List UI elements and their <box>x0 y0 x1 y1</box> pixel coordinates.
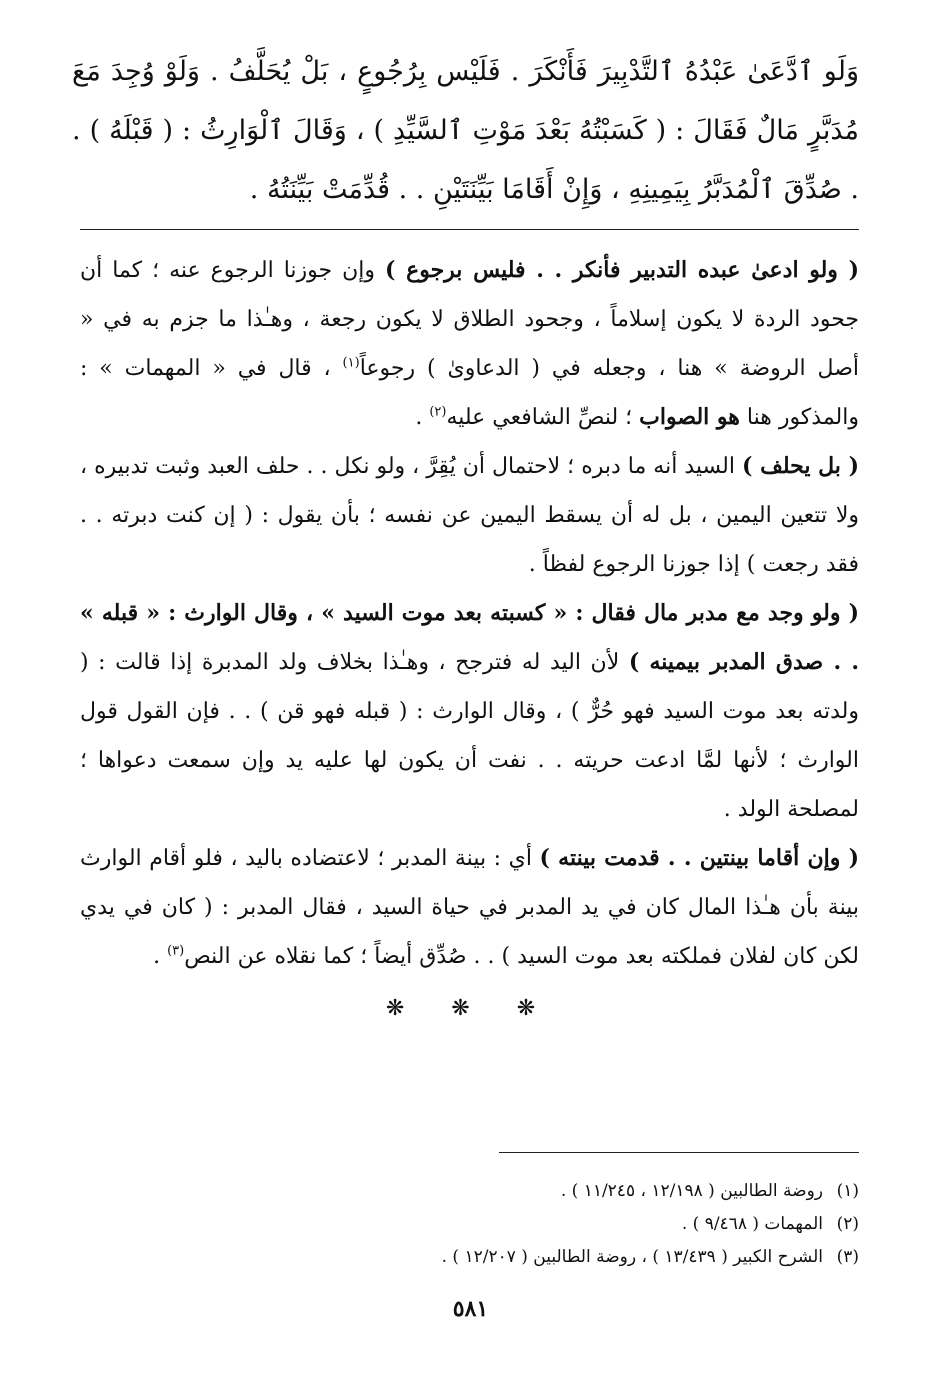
sharh-text-1c: ؛ لنصِّ الشافعي عليه <box>446 405 640 430</box>
footnote-number: (٢) <box>836 1214 859 1234</box>
sharh-lemma-2: ( بل يحلف ) <box>741 453 860 479</box>
sharh-text-3: لأن اليد له فترجح ، وهـٰذا بخلاف ولد المدبرة إذا قالت : ( ولدته بعد موت السيد فهو حُرٌّ ) ، وقال الوارث : ( قبله فهو قن ) . . فإن القول قول الوارث ؛ لأنها لمَّا ادعت حريته . . نفت أن يكون لها عليه يد وإن سمعت دعواها ؛ لمصلحة الولد . <box>80 650 859 822</box>
matn-separator-rule <box>80 229 859 230</box>
footnote-ref-2[interactable]: (٢) <box>429 404 447 420</box>
footnote-ref-3[interactable]: (٣) <box>167 943 185 959</box>
sharh-text-1b: ، قال في « المهمات » : والمذكور هنا <box>80 356 859 430</box>
footnote-separator-rule <box>499 1152 859 1153</box>
footnote-text: المهمات ( ٩/٤٦٨ ) . <box>681 1214 823 1234</box>
sharh-lemma-3: ( ولو وجد مع مدبر مال فقال : « كسبته بعد موت السيد » ، وقال الوارث : « قبله » . . صدق المدبر بيمينه ) <box>80 600 860 675</box>
footnote-number: (٣) <box>836 1247 859 1267</box>
footnote-ref-1[interactable]: (١) <box>342 355 360 371</box>
footnote-text: روضة الطالبين ( ١٢/١٩٨ ، ١١/٢٤٥ ) . <box>560 1181 823 1201</box>
footnote-number: (١) <box>836 1181 859 1201</box>
footnote-item <box>80 1208 859 1241</box>
footnote-item <box>80 1175 859 1208</box>
page-number: ٥٨١ <box>452 1296 489 1322</box>
sharh-paragraph-4 <box>80 834 859 981</box>
sharh-lemma-4: ( وإن أقاما بينتين . . قدمت بينته ) <box>539 845 859 871</box>
sharh-text-4a: أي : بينة المدبر ؛ لاعتضاده باليد ، فلو أقام الوارث بينة بأن هـٰذا المال كان في يد المدبر في حياة السيد ، فقال المدبر : ( كان في يدي لكن كان لفلان فملكته بعد موت السيد ) . . صُدِّق أيضاً ؛ كما نقلاه عن النص <box>80 846 859 969</box>
sharh-text-2: السيد أنه ما دبره ؛ لاحتمال أن يُقِرَّ ، ولو نكل . . حلف العبد وثبت تدبيره ، ولا تتعين اليمين ، بل له أن يسقط اليمين عن نفسه ؛ بأن يقول : ( إن كنت دبرته . . فقد رجعت ) إذا جوزنا الرجوع لفظاً . <box>80 454 859 577</box>
sharh-lemma-1: ( ولو ادعىٰ عبده التدبير فأنكر . . فليس برجوع ) <box>385 257 859 283</box>
sharh-paragraph-3 <box>80 589 859 834</box>
sharh-text-4b: . <box>153 944 168 969</box>
sharh-commentary <box>80 246 859 981</box>
footnote-text: الشرح الكبير ( ١٣/٤٣٩ ) ، روضة الطالبين ( ١٢/٢٠٧ ) . <box>441 1247 823 1267</box>
sharh-paragraph-2 <box>80 442 859 589</box>
matn-text: وَلَو ٱدَّعَىٰ عَبْدُهُ ٱلتَّدْبِيرَ فَأَنْكَرَ . فَلَيْس بِرُجُوعٍ ، بَلْ يُحَلَّفُ . وَلَوْ وُجِدَ مَعَ مُدَبَّرٍ مَالٌ فَقَالَ : ( كَسَبْتُهُ بَعْدَ مَوْتِ ٱلسَّيِّدِ ) ، وَقَالَ ٱلْوَارِثُ : ( قَبْلَهُ ) . . صُدِّقَ ٱلْمُدَبَّرُ بِيَمِينِهِ ، وَإِنْ أَقَامَا بَيِّنَتَيْنِ . . قُدِّمَتْ بَيِّنَتُهُ . <box>72 56 859 205</box>
sharh-text-1d: . <box>415 405 430 430</box>
sharh-paragraph-1 <box>80 246 859 442</box>
sharh-text-1a: وإن جوزنا الرجوع عنه ؛ كما أن جحود الردة لا يكون إسلاماً ، وجحود الطلاق لا يكون رجعة ، وهـٰذا ما جزم به في « أصل الروضة » هنا ، وجعله في ( الدعاوىٰ ) رجوعاً <box>80 258 860 381</box>
sharh-bold-phrase: هو الصواب <box>639 404 740 430</box>
section-end-asterisks: ❋ ❋ ❋ <box>385 996 556 1021</box>
footnote-item <box>80 1241 859 1274</box>
footnotes <box>80 1175 859 1274</box>
